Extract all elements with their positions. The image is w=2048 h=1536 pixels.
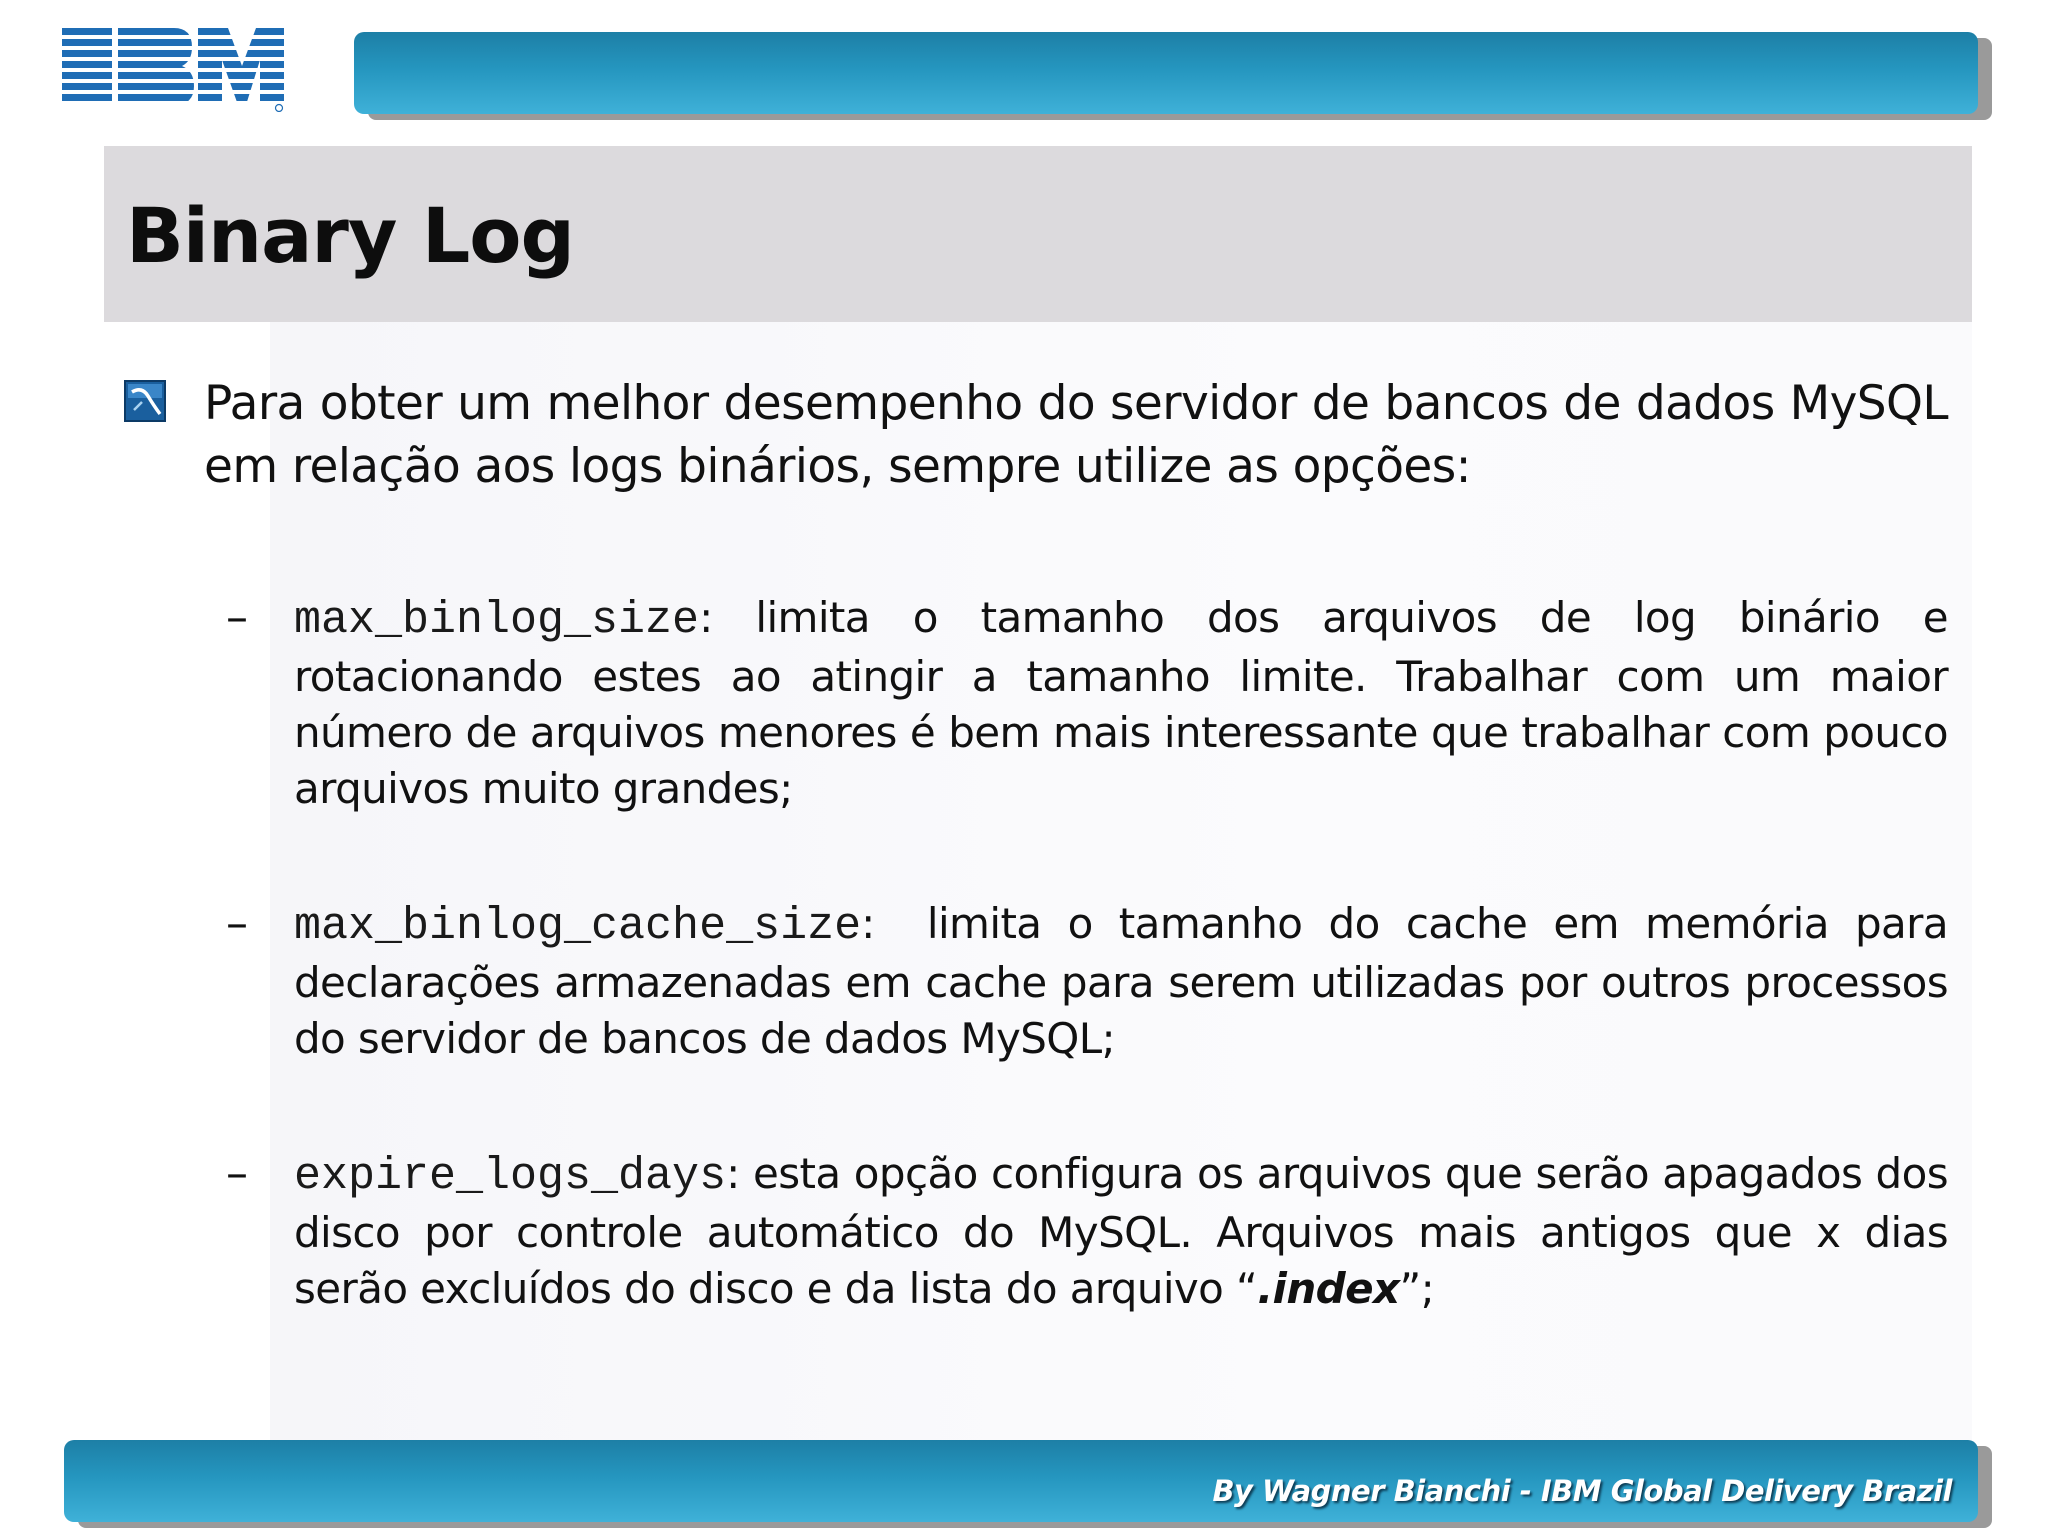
option-code: max_binlog_size [294,595,700,646]
dash-bullet: – [226,1148,248,1199]
bullet-icon [124,380,166,422]
dash-bullet: – [226,592,248,643]
option-suffix: ”; [1399,1264,1435,1313]
option-text [294,1146,1948,1317]
option-code: expire_logs_days [294,1151,727,1202]
option-description: limita o tamanho dos arquivos de log binário e rotacionando estes ao atingir a tamanho limite. Trabalhar com um maior número de arquivos menores é bem mais interessante que trabalhar com pouco arquivos muito grandes; [294,593,1948,813]
option-description: esta opção configura os arquivos que serão apagados dos disco por controle automático do MySQL. Arquivos mais antigos que x dias serão excluídos do disco e da lista do arquivo “ [294,1149,1948,1313]
option-separator: : [861,899,927,948]
intro-paragraph: Para obter um melhor desempenho do servidor de bancos de dados MySQL em relação aos logs binários, sempre utilize as opções: [204,376,1948,494]
option-code: max_binlog_cache_size [294,901,862,952]
option-text [294,590,1948,817]
footer-bar [64,1440,1978,1522]
option-description: limita o tamanho do cache em memória para declarações armazenadas em cache para serem utilizadas por outros processos do servidor de bancos de dados MySQL; [294,899,1948,1063]
option-separator: : [726,1149,753,1198]
top-bar [354,32,1978,114]
option-separator: : [699,593,756,642]
ibm-logo [62,28,284,112]
option-text [294,896,1948,1067]
index-emphasis: .index [1257,1264,1400,1313]
dash-bullet: – [226,898,248,949]
title-band [104,146,1972,322]
footer-credit: By Wagner Bianchi - IBM Global Delivery Brazil [1212,1474,1952,1508]
slide-title: Binary Log [126,191,574,280]
